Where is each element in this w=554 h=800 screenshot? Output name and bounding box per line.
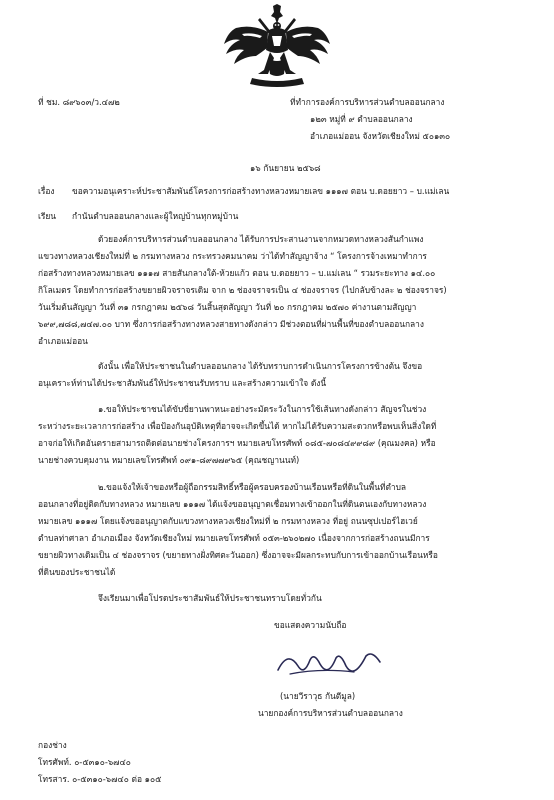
closing-sentence: จึงเรียนมาเพื่อโปรดประชาสัมพันธ์ให้ประชาชนทราบโดยทั่วกัน (98, 593, 322, 603)
paragraph-line: กิโลเมตร โดยทำการก่อสร้างขยายผิวจราจรเดิม จาก ๒ ช่องจราจรเป็น ๔ ช่องจราจร (ไปกลับข้างละ ๒ ช่องจราจร) (38, 285, 447, 295)
item-2-line: ขยายผิวทางเดิมเป็น ๔ ช่องจราจร (ขยายทางฝั่งทิศตะวันออก) ซึ่งอาจจะมีผลกระทบกับการเข้าออกบ้านเรือนหรือ (38, 550, 438, 560)
item-2-line: ออนกลางที่อยู่ติดกับทางหลวง หมายเลข ๑๑๑๗ ได้แจ้งขออนุญาตเชื่อมทางเข้าออกในที่ดินตนเองกับทางหลวง (38, 499, 427, 509)
footer-fax: โทรสาร. ๐-๕๓๑๐-๖๗๔๐ ต่อ ๑๐๕ (38, 774, 162, 784)
office-name: ที่ทำการองค์การบริหารส่วนตำบลออนกลาง (290, 97, 445, 107)
paragraph-line: ๖๙๙,๗๘๘,๗๔๗.๐๐ บาท ซึ่งการก่อสร้างทางหลวงสายทางดังกล่าว มีช่วงตอนที่ผ่านพื้นที่ของตำบลออนกลาง (38, 319, 424, 329)
paragraph-line: อำเภอแม่ออน (38, 336, 88, 346)
document-number: ที่ ชม. ๘๙๖๐๓/ว.๔๗๒ (38, 97, 120, 107)
subject-text: ขอความอนุเคราะห์ประชาสัมพันธ์โครงการก่อสร้างทางหลวงหมายเลข ๑๑๑๗ ตอน บ.ดอยยาว – บ.แม่เลน (72, 186, 450, 196)
item-1-line: ๑.ขอให้ประชาชนได้ขับขี่ยานพาหนะอย่างระมัดระวังในการใช้เส้นทางดังกล่าว สัญจรในช่วง (98, 404, 427, 414)
office-address-line: อำเภอแม่ออน จังหวัดเชียงใหม่ ๕๐๑๓๐ (310, 131, 451, 141)
item-1-line: นายช่างควบคุมงาน หมายเลขโทรศัพท์ ๐๙๑-๘๙๗๗๙๖๕ (คุณชญานนท์) (38, 455, 300, 465)
item-1-line: ระหว่างระยะเวลาการก่อสร้าง เพื่อป้องกันอุบัติเหตุที่อาจจะเกิดขึ้นได้ หากไม่ได้รับความสะดวกหรือพบเห็นสิ่งใดที่ (38, 421, 437, 431)
footer-department: กองช่าง (38, 740, 67, 750)
item-2-line: ที่ดินของประชาชนได้ (38, 567, 116, 577)
office-address-line: ๑๒๓ หมู่ที่ ๙ ตำบลออนกลาง (310, 114, 413, 124)
footer-phone: โทรศัพท์. ๐-๕๓๑๐-๖๗๔๐ (38, 757, 131, 767)
regards-text: ขอแสดงความนับถือ (274, 620, 347, 630)
paragraph-line: อนุเคราะห์ท่านได้ประชาสัมพันธ์ให้ประชาชนรับทราบ และสร้างความเข้าใจ ดังนี้ (38, 378, 327, 388)
signature-mark (270, 644, 390, 684)
subject-label: เรื่อง (38, 186, 55, 196)
item-2-line: หมายเลข ๑๑๑๗ โดยแจ้งขออนุญาตกับแขวงทางหลวงเชียงใหม่ที่ ๒ กรมทางหลวง ที่อยู่ ถนนซุปเปอร์ไฮเวย์ (38, 516, 418, 526)
paragraph-line: วันเริ่มต้นสัญญา วันที่ ๓๑ กรกฎาคม ๒๕๖๘ วันสิ้นสุดสัญญา วันที่ ๒๐ กรกฎาคม ๒๕๗๐ ค่างานตามสัญญา (38, 302, 417, 312)
paragraph-line: แขวงทางหลวงเชียงใหม่ที่ ๒ กรมทางหลวง กระทรวงคมนาคม ว่าได้ทำสัญญาจ้าง “ โครงการจ้างเหมาทำการ (38, 251, 427, 261)
recipient-label: เรียน (38, 211, 56, 221)
letter-date: ๑๖ กันยายน ๒๕๖๘ (250, 163, 321, 173)
paragraph-line: ด้วยองค์การบริหารส่วนตำบลออนกลาง ได้รับการประสานงานจากหมวดทางหลวงสันกำแพง (98, 234, 424, 244)
signatory-name: (นายวีราวุธ กันตีมูล) (280, 691, 356, 701)
garuda-emblem (222, 4, 332, 90)
item-1-line: อาจก่อให้เกิดอันตรายสามารถติดต่อนายช่างโครงการฯ หมายเลขโทรศัพท์ ๐๘๕-๗๐๘๔๙๙๘๙ (คุณมงคล) หรือ (38, 438, 436, 448)
signatory-position: นายกองค์การบริหารส่วนตำบลออนกลาง (258, 708, 403, 718)
item-2-line: ตำบลท่าศาลา อำเภอเมือง จังหวัดเชียงใหม่ หมายเลขโทรศัพท์ ๐๕๓-๒๖๐๒๗๐ เนื่องจากการก่อสร้างถนนมีการ (38, 533, 430, 543)
paragraph-line: ดังนั้น เพื่อให้ประชาชนในตำบลออนกลาง ได้รับทราบการดำเนินการโครงการข้างต้น จึงขอ (98, 361, 423, 371)
item-2-line: ๒.ขอแจ้งให้เจ้าของหรือผู้ถือกรรมสิทธิ์หรือผู้ครอบครองบ้านเรือนหรือที่ดินในพื้นที่ตำบล (98, 482, 407, 492)
paragraph-line: ก่อสร้างทางหลวงหมายเลข ๑๑๑๗ สายสันกลางใต้-ห้วยแก้ว ตอน บ.ดอยยาว – บ.แม่เลน “ รวมระยะทาง ๑๔.๐๐ (38, 268, 436, 278)
recipient-text: กำนันตำบลออนกลางและผู้ใหญ่บ้านทุกหมู่บ้าน (72, 211, 239, 221)
